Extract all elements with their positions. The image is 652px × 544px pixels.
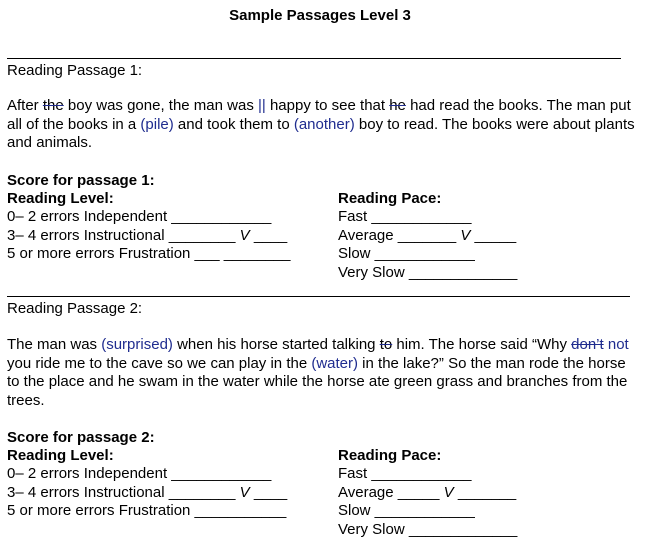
passage-2-heading: Reading Passage 2: <box>7 300 143 317</box>
passage-1-heading: Reading Passage 1: <box>7 62 143 79</box>
pace-row-slow-2 <box>338 502 475 520</box>
blank-line: ____ <box>249 227 288 244</box>
reading-level-heading-2: Reading Level: <box>7 447 114 464</box>
check-mark: V <box>443 484 454 501</box>
error-annotation: || <box>258 97 266 114</box>
passage-text-segment: The man was <box>7 336 102 353</box>
pace-row-fast-1 <box>338 208 471 226</box>
row-label: 3– 4 errors Instructional ________ <box>7 484 240 501</box>
check-mark: V <box>460 227 471 244</box>
level-row-independent-2 <box>7 465 271 483</box>
row-label: Average _____ <box>338 484 444 501</box>
error-annotation: (another) <box>293 115 355 133</box>
passage-1-text <box>7 97 637 153</box>
level-row-frustration-1 <box>7 245 290 263</box>
row-label: 3– 4 errors Instructional ________ <box>7 227 240 244</box>
divider-line <box>7 296 630 297</box>
passage-text-segment: in the lake?” So the man rode the horse to the place and he swam in the water while the horse ate green grass and branches from the trees. <box>7 354 628 409</box>
pace-row-average-2 <box>338 484 516 502</box>
level-row-frustration-2 <box>7 502 286 520</box>
row-label: Slow ____________ <box>338 502 475 519</box>
passage-text-segment: happy to see that <box>265 97 390 114</box>
score-heading-2: Score for passage 2: <box>7 429 155 446</box>
row-label: Slow ____________ <box>338 245 475 262</box>
level-row-instructional-1 <box>7 227 287 245</box>
error-annotation: (water) <box>311 354 359 372</box>
pace-row-fast-2 <box>338 465 471 483</box>
blank-line: _______ <box>453 484 517 501</box>
row-label: 0– 2 errors Independent ____________ <box>7 208 272 225</box>
row-label: Average _______ <box>338 227 461 244</box>
row-label: Very Slow _____________ <box>338 521 518 538</box>
passage-text-segment: boy to read. The books were about plants and animals. <box>7 115 635 151</box>
row-label: 5 or more errors Frustration ___________ <box>7 502 287 519</box>
passage-text-segment: you ride me to the cave so we can play in the <box>7 354 312 372</box>
passage-text-segment: had read the books. The man put all of the books in a <box>7 97 631 133</box>
error-annotation: (surprised) <box>101 336 173 353</box>
pace-row-average-1 <box>338 227 516 245</box>
struck-word: he <box>389 97 406 114</box>
struck-word: the <box>42 97 64 114</box>
pace-row-very-slow-1 <box>338 264 517 282</box>
level-row-independent-1 <box>7 208 271 226</box>
blank-line: ____ <box>249 484 288 501</box>
passage-text-segment: boy was gone, the man was <box>63 97 258 114</box>
reading-level-heading-1: Reading Level: <box>7 190 114 207</box>
divider-line <box>7 58 621 59</box>
passage-2-text <box>7 336 637 410</box>
row-label: Fast ____________ <box>338 208 472 225</box>
row-label: 5 or more errors Frustration ___ ________ <box>7 245 291 262</box>
passage-text-segment: and took them to <box>173 115 294 133</box>
passage-text-segment: him. The horse said “Why <box>392 336 572 353</box>
struck-word: to <box>379 336 393 353</box>
level-row-instructional-2 <box>7 484 287 502</box>
row-label: 0– 2 errors Independent ____________ <box>7 465 272 482</box>
error-annotation: (pile) <box>140 115 174 133</box>
check-mark: V <box>239 484 250 501</box>
blank-line: _____ <box>470 227 517 244</box>
row-label: Fast ____________ <box>338 465 472 482</box>
pace-row-slow-1 <box>338 245 475 263</box>
passage-text-segment: when his horse started talking <box>172 336 380 353</box>
struck-word: don’t <box>571 336 604 353</box>
passage-text-segment: After <box>7 97 43 114</box>
check-mark: V <box>239 227 250 244</box>
reading-pace-heading-2: Reading Pace: <box>338 447 442 464</box>
reading-pace-heading-1: Reading Pace: <box>338 190 442 207</box>
pace-row-very-slow-2 <box>338 521 517 539</box>
score-heading-1: Score for passage 1: <box>7 172 155 189</box>
row-label: Very Slow _____________ <box>338 264 518 281</box>
error-annotation: not <box>607 336 629 353</box>
page-title: Sample Passages Level 3 <box>229 7 411 24</box>
